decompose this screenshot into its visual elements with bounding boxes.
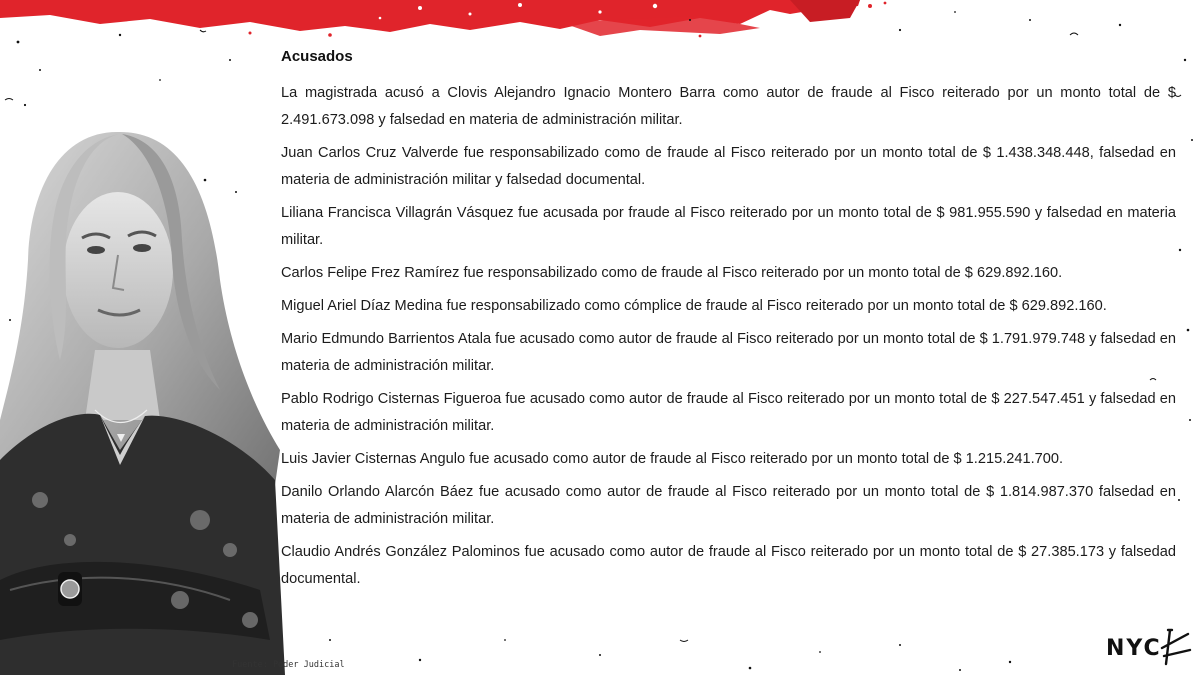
accused-entry: Luis Javier Cisternas Angulo fue acusado como autor de fraude al Fisco reiterado por un monto total de $ 1.215.241.700.	[281, 451, 1064, 467]
nyc-logo	[1106, 624, 1196, 670]
logo-text: NYC	[1106, 636, 1162, 661]
portrait-photo	[0, 120, 285, 675]
accused-entry: Liliana Francisca Villagrán Vásquez fue acusada por fraude al Fisco reiterado por un monto total de $ 981.955.590 y falsedad en materia militar.	[281, 205, 1176, 248]
accused-entry: Pablo Rodrigo Cisternas Figueroa fue acusado como autor de fraude al Fisco reiterado por un monto total de $ 227.547.451 y falsedad en materia de administración militar.	[281, 391, 1176, 434]
accused-list	[281, 47, 1176, 599]
accused-entry: Mario Edmundo Barrientos Atala fue acusado como autor de fraude al Fisco reiterado por un monto total de $ 1.791.979.748 y falsedad en materia de administración militar.	[281, 331, 1176, 374]
accused-entry: Danilo Orlando Alarcón Báez fue acusado como autor de fraude al Fisco reiterado por un monto total de $ 1.814.987.370 falsedad en materia de administración militar.	[281, 484, 1176, 527]
logo-slash-icon	[1106, 624, 1196, 670]
accused-entry: Miguel Ariel Díaz Medina fue responsabilizado como cómplice de fraude al Fisco reiterado por un monto total de $ 629.892.160.	[281, 298, 1107, 314]
section-heading: Acusados	[281, 48, 353, 65]
accused-entry: Juan Carlos Cruz Valverde fue responsabilizado como de fraude al Fisco reiterado por un monto total de $ 1.438.348.448, falsedad en materia de administración militar y falsedad documental.	[281, 145, 1176, 188]
accused-entry: Claudio Andrés González Palominos fue acusado como autor de fraude al Fisco reiterado por un monto total de $ 27.385.173 y falsedad documental.	[281, 544, 1176, 587]
accused-entry: La magistrada acusó a Clovis Alejandro Ignacio Montero Barra como autor de fraude al Fisco reiterado por un monto total de $ 2.491.673.098 y falsedad en materia de administración militar.	[281, 85, 1176, 128]
red-brush-stroke	[0, 0, 1200, 40]
source-caption: Fuente: Poder Judicial	[232, 660, 345, 670]
accused-entry: Carlos Felipe Frez Ramírez fue responsabilizado como de fraude al Fisco reiterado por un monto total de $ 629.892.160.	[281, 265, 1063, 281]
